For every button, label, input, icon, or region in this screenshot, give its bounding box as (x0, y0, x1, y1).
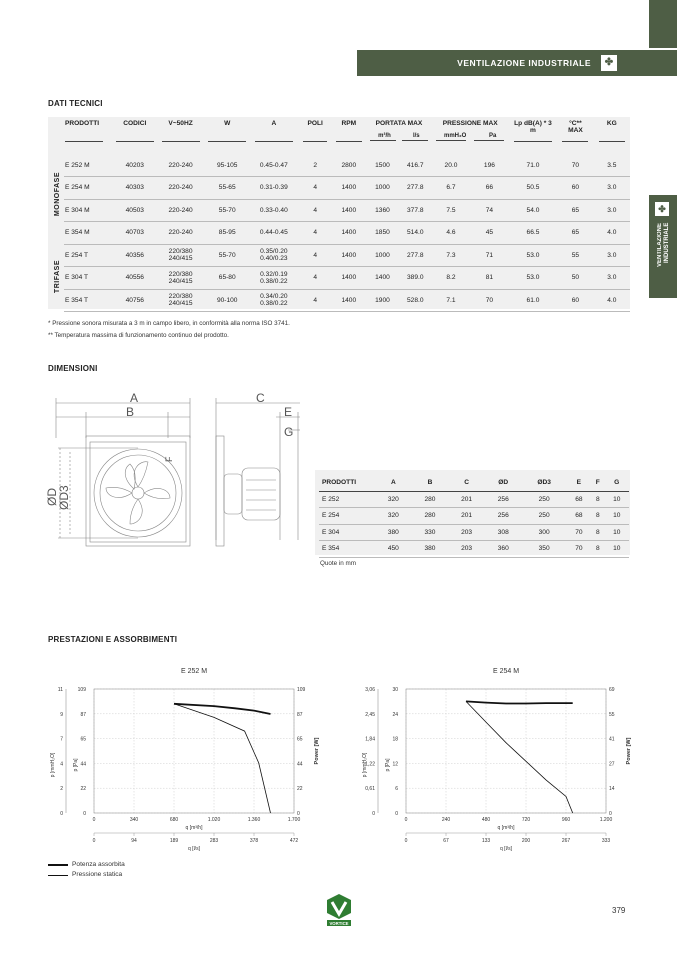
dim-label-f: F (164, 456, 174, 462)
y-outer-tick: 1,22 (365, 761, 375, 768)
table-cell: 55-65 (206, 177, 249, 200)
chart-e252m (48, 663, 338, 855)
table-row (319, 541, 629, 558)
y-inner-tick: 22 (80, 786, 86, 793)
table-cell: E 252 (319, 491, 375, 508)
table-cell: 201 (448, 508, 485, 525)
side-tab[interactable] (649, 195, 677, 298)
table-cell: 74 (470, 199, 508, 222)
table-cell: 220/380 240/415 (156, 267, 206, 290)
y-right-tick: 41 (609, 736, 615, 743)
table-cell: 40303 (114, 177, 156, 200)
y-outer-tick: 0 (372, 811, 375, 817)
table-cell: 220-240 (156, 199, 206, 222)
y-outer-tick: 1,84 (365, 736, 375, 743)
table-cell: E 254 M (64, 177, 114, 200)
table-cell: 220-240 (156, 222, 206, 245)
y-outer-tick: 9 (60, 711, 63, 718)
y-right-tick: 69 (609, 687, 615, 693)
y-inner-tick: 6 (395, 786, 398, 793)
table-cell: 53.0 (509, 267, 558, 290)
table-cell: 1000 (366, 177, 399, 200)
x2-tick: 67 (443, 838, 449, 844)
table-cell: 3.0 (594, 177, 630, 200)
table-cell: 50 (557, 267, 593, 290)
table-row (319, 508, 629, 525)
y-inner-tick: 0 (83, 811, 86, 817)
table-row (64, 244, 630, 267)
table-cell: 3.0 (594, 199, 630, 222)
prestazioni-title: PRESTAZIONI E ASSORBIMENTI (48, 635, 178, 644)
table-cell: 4 (299, 267, 332, 290)
table-cell: 0.32/0.19 0.38/0.22 (249, 267, 299, 290)
table-cell: 90-100 (206, 289, 249, 312)
table-cell: 66.5 (509, 222, 558, 245)
table-cell: 7.3 (432, 244, 471, 267)
col-header: G (605, 474, 630, 491)
dim-label-g: G (284, 425, 294, 439)
y-right-axis-label: Power [W] (314, 737, 320, 765)
table-cell: 66 (470, 177, 508, 200)
table-cell: 250 (522, 491, 567, 508)
x-tick: 340 (129, 817, 139, 823)
table-cell: 20.0 (432, 154, 471, 177)
table-cell: 7.5 (432, 199, 471, 222)
y-inner-tick: 30 (392, 687, 398, 693)
dati-tecnici-table (64, 120, 630, 312)
table-cell: E 354 M (64, 222, 114, 245)
y-outer-tick: 2,45 (365, 711, 375, 718)
table-row (319, 491, 629, 508)
chart-title: E 254 M (492, 668, 520, 675)
table-cell: 1400 (331, 267, 366, 290)
table-cell: 8 (591, 491, 604, 508)
series-pressure-line (174, 704, 271, 813)
table-cell: 1360 (366, 199, 399, 222)
table-cell: 0.34/0.20 0.38/0.22 (249, 289, 299, 312)
plot-frame (406, 689, 606, 813)
x2-tick: 133 (481, 838, 491, 844)
side-tab-label: VENTILAZIONE INDUSTRIALE (657, 223, 670, 268)
table-cell: 60 (557, 289, 593, 312)
x2-tick: 283 (209, 838, 219, 844)
fan-icon: ✤ (655, 202, 669, 216)
x-tick: 1.700 (287, 817, 301, 823)
table-cell: 50.5 (509, 177, 558, 200)
table-cell: E 254 T (64, 244, 114, 267)
y-right-axis-label: Power [W] (626, 737, 632, 765)
x-tick: 960 (561, 817, 571, 823)
table-cell: 4 (299, 199, 332, 222)
y-inner-axis-label: p [Pa] (73, 758, 79, 772)
dim-label-b: B (126, 405, 135, 419)
dimensioni-title: DIMENSIONI (48, 364, 98, 373)
dimension-drawing (45, 390, 308, 560)
table-cell: 330 (412, 524, 449, 541)
table-cell: 10 (605, 491, 630, 508)
y-inner-tick: 18 (392, 736, 398, 743)
page-number: 379 (612, 906, 626, 915)
table-cell: 53.0 (509, 244, 558, 267)
table-cell: 70 (567, 541, 591, 558)
dim-label-c: C (256, 391, 265, 405)
table-cell: 1400 (331, 199, 366, 222)
table-cell: 68 (567, 508, 591, 525)
table-row (64, 222, 630, 245)
x-tick: 680 (169, 817, 179, 823)
y-right-tick: 44 (297, 761, 303, 768)
y-inner-tick: 65 (80, 736, 86, 743)
col-header: A (249, 120, 299, 154)
table-cell: 65 (557, 222, 593, 245)
vortice-logo (326, 893, 352, 927)
table-cell: 203 (448, 541, 485, 558)
legend-swatch-thin (48, 875, 68, 876)
table-cell: 2 (299, 154, 332, 177)
table-cell: 1850 (366, 222, 399, 245)
table-cell: 8 (591, 508, 604, 525)
table-cell: 280 (412, 508, 449, 525)
table-cell: 8.2 (432, 267, 471, 290)
x-tick: 1.200 (599, 817, 613, 823)
y-inner-tick: 24 (392, 711, 398, 718)
table-cell: 70 (567, 524, 591, 541)
col-header: KG (594, 120, 630, 154)
x-axis-label: q [m³/h] (185, 825, 203, 831)
x2-tick: 472 (289, 838, 299, 844)
table-cell: 220/380 240/415 (156, 244, 206, 267)
y-right-tick: 22 (297, 786, 303, 793)
table-cell: 2800 (331, 154, 366, 177)
dim-label-e: E (284, 405, 293, 419)
y-right-tick: 109 (297, 687, 306, 693)
table-cell: 380 (412, 541, 449, 558)
y-outer-tick: 4 (60, 761, 63, 768)
table-cell: 40203 (114, 154, 156, 177)
col-header: ØD3 (522, 474, 567, 491)
table-cell: 4 (299, 289, 332, 312)
table-cell: 1400 (366, 267, 399, 290)
y-right-tick: 55 (609, 711, 615, 718)
legend-item-power: Potenza assorbita (48, 860, 125, 870)
col-header: CODICI (114, 120, 156, 154)
note-line: * Pressione sonora misurata a 3 m in campo libero, in conformità alla norma ISO 3741. (48, 320, 290, 327)
table-cell: 277.8 (399, 244, 432, 267)
y-inner-tick: 44 (80, 761, 86, 768)
table-cell: 320 (375, 508, 412, 525)
section-header-title: VENTILAZIONE INDUSTRIALE (457, 58, 591, 68)
table-cell: 70 (470, 289, 508, 312)
table-cell: 1500 (366, 154, 399, 177)
table-cell: 201 (448, 491, 485, 508)
table-cell: 360 (485, 541, 522, 558)
table-cell: 3.0 (594, 267, 630, 290)
table-cell: 7.1 (432, 289, 471, 312)
table-cell: 40756 (114, 289, 156, 312)
table-cell: 65 (557, 199, 593, 222)
x-tick: 240 (441, 817, 451, 823)
table-cell: 4 (299, 222, 332, 245)
table-cell: 61.0 (509, 289, 558, 312)
table-cell: 55-70 (206, 199, 249, 222)
x2-tick: 378 (249, 838, 259, 844)
top-corner-band (649, 0, 677, 48)
legend-item-pressure: Pressione statica (48, 870, 125, 880)
table-cell: 203 (448, 524, 485, 541)
table-cell: 54.0 (509, 199, 558, 222)
table-cell: 4.0 (594, 289, 630, 312)
table-cell: 280 (412, 491, 449, 508)
y-inner-tick: 12 (392, 761, 398, 768)
table-cell: 85-95 (206, 222, 249, 245)
table-cell: 71.0 (509, 154, 558, 177)
x-tick: 0 (404, 817, 408, 823)
table-cell: 1400 (331, 244, 366, 267)
table-cell: 1000 (366, 244, 399, 267)
dati-tecnici-title: DATI TECNICI (48, 99, 103, 108)
table-cell: 220/380 240/415 (156, 289, 206, 312)
table-cell: 10 (605, 508, 630, 525)
table-cell: 320 (375, 491, 412, 508)
table-cell: 450 (375, 541, 412, 558)
table-cell: 4.0 (594, 222, 630, 245)
table-cell: 55 (557, 244, 593, 267)
col-header: F (591, 474, 604, 491)
x2-axis-label: q [l/s] (188, 846, 200, 852)
col-header: POLI (299, 120, 332, 154)
group-label-trifase: TRIFASE (54, 260, 61, 294)
col-header: ØD (485, 474, 522, 491)
x2-tick: 0 (404, 838, 408, 844)
table-cell: 81 (470, 267, 508, 290)
col-header: A (375, 474, 412, 491)
table-cell: 250 (522, 508, 567, 525)
table-cell: 45 (470, 222, 508, 245)
table-row (319, 524, 629, 541)
table-cell: 308 (485, 524, 522, 541)
col-header: RPM (331, 120, 366, 154)
table-cell: E 252 M (64, 154, 114, 177)
table-cell: 6.7 (432, 177, 471, 200)
x-tick: 1.360 (247, 817, 261, 823)
table-cell: 0.45-0.47 (249, 154, 299, 177)
col-header: C (448, 474, 485, 491)
table-cell: 95-105 (206, 154, 249, 177)
table-row (64, 177, 630, 200)
table-cell: 4 (299, 177, 332, 200)
table-cell: 377.8 (399, 199, 432, 222)
table-cell: 0.35/0.20 0.40/0.23 (249, 244, 299, 267)
table-cell: E 304 M (64, 199, 114, 222)
table-cell: 256 (485, 491, 522, 508)
table-cell: 40356 (114, 244, 156, 267)
table-cell: 277.8 (399, 177, 432, 200)
table-cell: 3.5 (594, 154, 630, 177)
table-cell: 40503 (114, 199, 156, 222)
table-cell: 10 (605, 524, 630, 541)
table-row (64, 154, 630, 177)
section-header-bar (357, 50, 677, 76)
table-cell: 8 (591, 541, 604, 558)
x2-tick: 189 (169, 838, 179, 844)
col-header-portata: PORTATA MAX m³/h l/s (366, 120, 432, 154)
table-cell: 40556 (114, 267, 156, 290)
table-cell: 0.31-0.39 (249, 177, 299, 200)
dati-tecnici-notes (48, 318, 290, 342)
table-cell: 4.6 (432, 222, 471, 245)
dimensioni-table (319, 474, 629, 558)
table-cell: 1400 (331, 289, 366, 312)
y-right-tick: 87 (297, 711, 303, 718)
y-outer-axis-label: p [mmH₂O] (50, 752, 56, 778)
col-header: Lp dB(A) * 3 m (509, 120, 558, 154)
table-cell: 1400 (331, 222, 366, 245)
table-cell: E 354 (319, 541, 375, 558)
table-cell: 300 (522, 524, 567, 541)
col-header: °C** MAX (557, 120, 593, 154)
y-inner-tick: 109 (77, 687, 86, 693)
table-cell: 68 (567, 491, 591, 508)
table-cell: E 304 T (64, 267, 114, 290)
table-cell: 350 (522, 541, 567, 558)
chart-title: E 252 M (180, 668, 208, 675)
dim-label-d: ØD (45, 488, 59, 506)
table-cell: 0.44-0.45 (249, 222, 299, 245)
col-header-pressione: PRESSIONE MAX mmH₂O Pa (432, 120, 509, 154)
table-cell: 380 (375, 524, 412, 541)
table-cell: E 254 (319, 508, 375, 525)
x-tick: 1.020 (207, 817, 221, 823)
table-cell: 256 (485, 508, 522, 525)
y-right-tick: 27 (609, 761, 615, 768)
y-outer-tick: 0 (60, 811, 63, 817)
table-cell: 70 (557, 154, 593, 177)
y-right-tick: 65 (297, 736, 303, 743)
table-cell: 220-240 (156, 154, 206, 177)
table-cell: E 354 T (64, 289, 114, 312)
x2-tick: 333 (601, 838, 611, 844)
col-header: V~50HZ (156, 120, 206, 154)
chart-legend (48, 860, 125, 880)
x-tick: 0 (92, 817, 96, 823)
table-cell: 416.7 (399, 154, 432, 177)
x2-tick: 267 (561, 838, 571, 844)
x-tick: 720 (521, 817, 531, 823)
y-right-tick: 0 (297, 811, 300, 817)
fan-icon: ✤ (601, 55, 617, 71)
col-header: W (206, 120, 249, 154)
table-row (64, 267, 630, 290)
note-line: ** Temperatura massima di funzionamento continuo del prodotto. (48, 332, 229, 339)
y-outer-tick: 11 (57, 687, 63, 693)
table-cell: 220-240 (156, 177, 206, 200)
table-cell: 1900 (366, 289, 399, 312)
col-header: PRODOTTI (64, 120, 114, 154)
y-outer-tick: 3,06 (365, 687, 375, 693)
y-right-tick: 0 (609, 811, 612, 817)
dimensioni-unit-note: Quote in mm (320, 560, 357, 567)
group-label-monofase: MONOFASE (54, 172, 61, 217)
x-tick: 480 (481, 817, 491, 823)
dim-label-d3: ØD3 (57, 485, 71, 510)
table-row (64, 289, 630, 312)
table-cell: E 304 (319, 524, 375, 541)
table-cell: 10 (605, 541, 630, 558)
series-power-line (466, 701, 573, 703)
chart-e254m (360, 663, 650, 855)
table-row (64, 199, 630, 222)
y-inner-axis-label: p [Pa] (385, 758, 391, 772)
x2-tick: 94 (131, 838, 137, 844)
series-pressure-line (466, 701, 573, 813)
table-cell: 0.33-0.40 (249, 199, 299, 222)
y-outer-tick: 0,61 (365, 786, 375, 793)
col-header: B (412, 474, 449, 491)
table-cell: 528.0 (399, 289, 432, 312)
table-cell: 196 (470, 154, 508, 177)
table-cell: 514.0 (399, 222, 432, 245)
table-cell: 60 (557, 177, 593, 200)
y-outer-tick: 7 (60, 736, 63, 743)
y-outer-axis-label: p [mmH₂O] (362, 752, 368, 778)
x2-axis-label: q [l/s] (500, 846, 512, 852)
table-cell: 389.0 (399, 267, 432, 290)
table-cell: 65-80 (206, 267, 249, 290)
table-cell: 40703 (114, 222, 156, 245)
x-axis-label: q [m³/h] (497, 825, 515, 831)
y-inner-tick: 0 (395, 811, 398, 817)
col-header: PRODOTTI (319, 474, 375, 491)
col-header: E (567, 474, 591, 491)
dim-label-a: A (130, 391, 139, 405)
y-right-tick: 14 (609, 786, 615, 793)
table-cell: 4 (299, 244, 332, 267)
plot-frame (94, 689, 294, 813)
table-cell: 1400 (331, 177, 366, 200)
brand-name: VORTICE (329, 921, 349, 926)
y-outer-tick: 2 (60, 786, 63, 793)
table-cell: 8 (591, 524, 604, 541)
legend-swatch-thick (48, 864, 68, 866)
table-cell: 3.0 (594, 244, 630, 267)
x2-tick: 200 (521, 838, 531, 844)
table-cell: 71 (470, 244, 508, 267)
x2-tick: 0 (92, 838, 96, 844)
table-cell: 55-70 (206, 244, 249, 267)
y-inner-tick: 87 (80, 711, 86, 718)
